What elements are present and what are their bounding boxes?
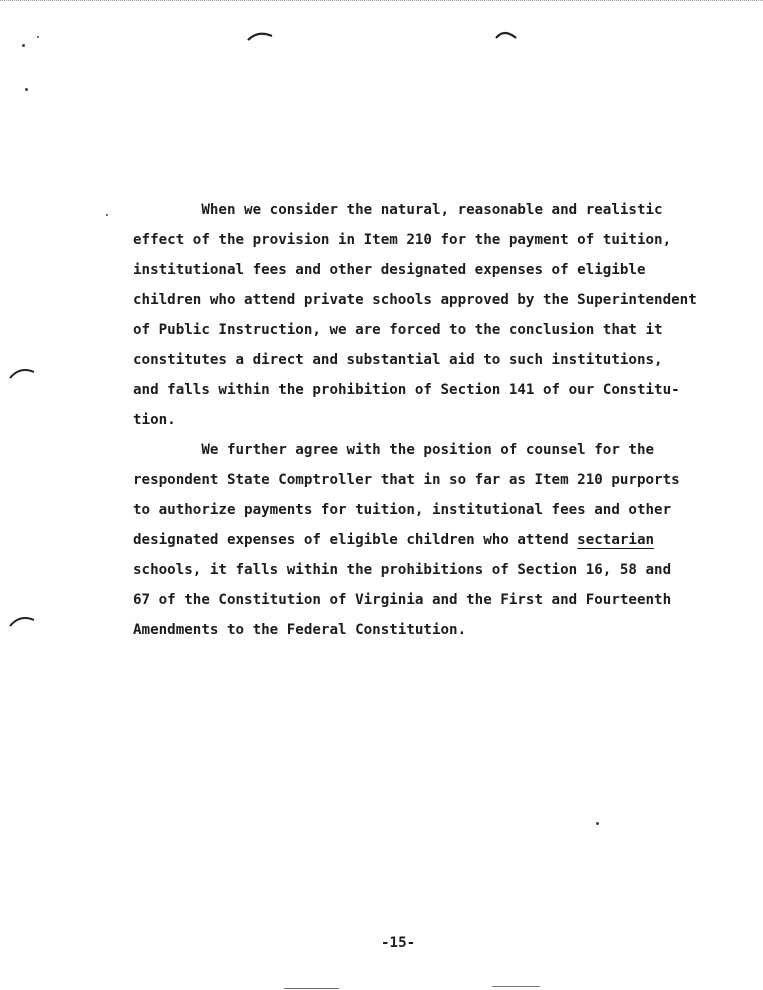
text-line: 67 of the Constitution of Virginia and the First and Fourteenth	[133, 592, 672, 608]
scan-speck	[37, 36, 39, 38]
text-line: We further agree with the position of counsel for the	[133, 442, 655, 458]
bottom-scan-rule	[492, 986, 540, 987]
text-segment: designated expenses of eligible children who attend	[133, 532, 578, 548]
hole-mark-left-upper	[8, 364, 36, 380]
text-line: respondent State Comptroller that in so far as Item 210 purports	[133, 472, 680, 488]
scan-speck	[596, 822, 599, 825]
text-line: of Public Instruction, we are forced to the conclusion that it	[133, 322, 663, 338]
text-line: effect of the provision in Item 210 for the payment of tuition,	[133, 232, 672, 248]
text-line: and falls within the prohibition of Section 141 of our Constitu-	[133, 382, 680, 398]
text-line: institutional fees and other designated expenses of eligible	[133, 262, 646, 278]
scan-speck	[106, 214, 108, 216]
text-line: to authorize payments for tuition, institutional fees and other	[133, 502, 672, 518]
hole-mark-top-right	[494, 26, 520, 42]
text-line: tion.	[133, 412, 176, 428]
page-number: -15-	[381, 935, 416, 951]
hole-mark-top-left	[246, 28, 276, 42]
text-line: When we consider the natural, reasonable and realistic	[133, 202, 663, 218]
top-edge-dots	[0, 0, 763, 5]
scan-speck	[22, 44, 25, 47]
text-line: constitutes a direct and substantial aid to such institutions,	[133, 352, 663, 368]
hole-mark-left-lower	[8, 612, 36, 628]
text-line: children who attend private schools approved by the Superintendent	[133, 292, 697, 308]
text-line-with-underline	[133, 531, 654, 549]
text-line: Amendments to the Federal Constitution.	[133, 622, 467, 638]
text-line: schools, it falls within the prohibitions of Section 16, 58 and	[133, 562, 672, 578]
underlined-word: sectarian	[577, 532, 655, 548]
bottom-scan-rule	[284, 988, 339, 989]
scan-speck	[25, 88, 28, 91]
